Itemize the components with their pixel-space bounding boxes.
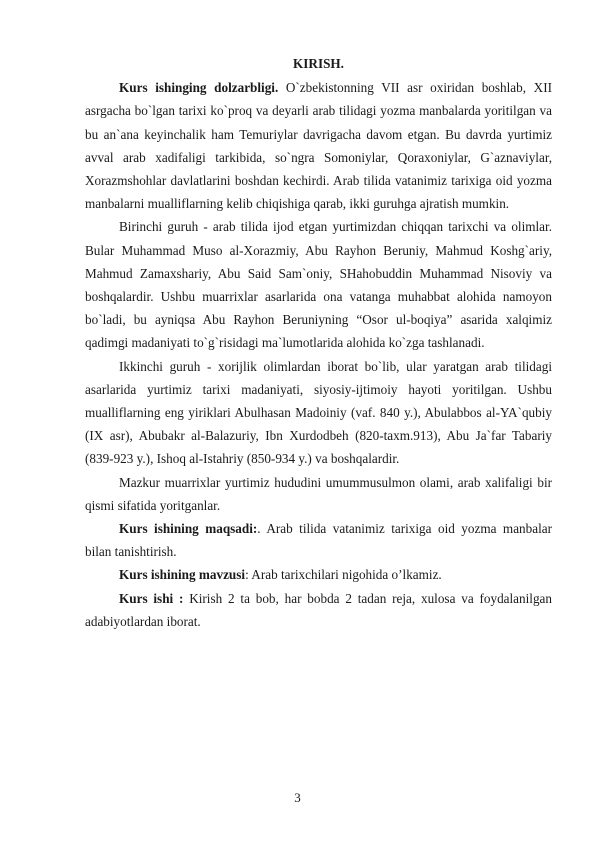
paragraph-historians xyxy=(85,471,552,517)
paragraph-text: : Arab tarixchilari nigohida o’lkamiz. xyxy=(245,567,442,583)
paragraph-lead: Kurs ishinging dolzarbligi. xyxy=(119,80,279,96)
paragraph-structure xyxy=(85,587,552,633)
paragraph-text: Ikkinchi guruh - xorijlik olimlardan iborat bo`lib, ular yaratgan arab tilidagi asarlarida yurtimiz tarixi madaniyati, siyosiy-ijtimoiy hayoti yoritilgan. Ushbu mualliflarning eng yiriklari Abulhasan Madoiniy (vaf. 840 y.), Abulabbos al-YA`qubiy (IX asr), Abubakr al-Balazuriy, Ibn Xurdodbeh (820-taxm.913), Abu Ja`far Tabariy (839-923 y.), Ishoq al-Istahriy (850-934 y.) va boshqalardir. xyxy=(85,358,552,467)
paragraph-first-group xyxy=(85,215,552,354)
paragraph-relevance xyxy=(85,76,552,215)
page-number: 3 xyxy=(294,790,301,805)
document-page xyxy=(85,52,552,633)
paragraph-text: Birinchi guruh - arab tilida ijod etgan yurtimizdan chiqqan tarixchi va olimlar. Bular Muhammad Muso al-Xorazmiy, Abu Rayhon Beruniy, Mahmud Koshg`ariy, Mahmud Zamaxshariy, Abu Said Sam`oniy, SHahobuddin Muhammad Nisoviy va boshqalardir. Ushbu muarrixlar asarlarida ona vatanga muhabbat alohida namoyon bo`ladi, bu ayniqsa Abu Rayhon Beruniyning “Osor ul-boqiya” asarida xalqimiz qadimgi madaniyati to`g`risidagi ma`lumotlarida alohida ko`zga tashlanadi. xyxy=(85,219,552,351)
paragraph-lead: Kurs ishi : xyxy=(119,590,184,606)
section-title: KIRISH. xyxy=(293,56,344,71)
paragraph-text: Mazkur muarrixlar yurtimiz hududini umummusulmon olami, arab xalifaligi bir qismi sifatida yoritganlar. xyxy=(85,474,552,513)
paragraph-lead: Kurs ishining maqsadi: xyxy=(119,521,258,537)
paragraph-goal xyxy=(85,517,552,563)
paragraph-lead: Kurs ishining mavzusi xyxy=(119,567,246,583)
paragraph-topic xyxy=(85,563,552,586)
paragraph-text: Kirish 2 ta bob, har bobda 2 tadan reja, xulosa va foydalanilgan adabiyotlardan iborat. xyxy=(85,590,553,629)
paragraph-text: O`zbekistonning VII asr oxiridan boshlab, XII asrgacha bo`lgan tarixi ko`proq va deyarli arab tilidagi yozma manbalarda yoritilgan va bu an`ana keyinchalik ham Temuriylar davrigacha davom etgan. Bu davrda yurtimiz avval arab xadifaligi tarkibida, so`ngra Somoniylar, Qoraxoniylar, G`aznaviylar, Xorazmshohlar davlatlarini boshdan kechirdi. Arab tilida vatanimiz tarixiga oid yozma manbalarni mualliflarning kelib chiqishiga qarab, ikki guruhga ajratish mumkin. xyxy=(85,80,552,212)
paragraph-second-group xyxy=(85,355,552,471)
paragraph-text: . Arab tilida vatanimiz tarixiga oid yozma manbalar bilan tanishtirish. xyxy=(85,521,552,560)
